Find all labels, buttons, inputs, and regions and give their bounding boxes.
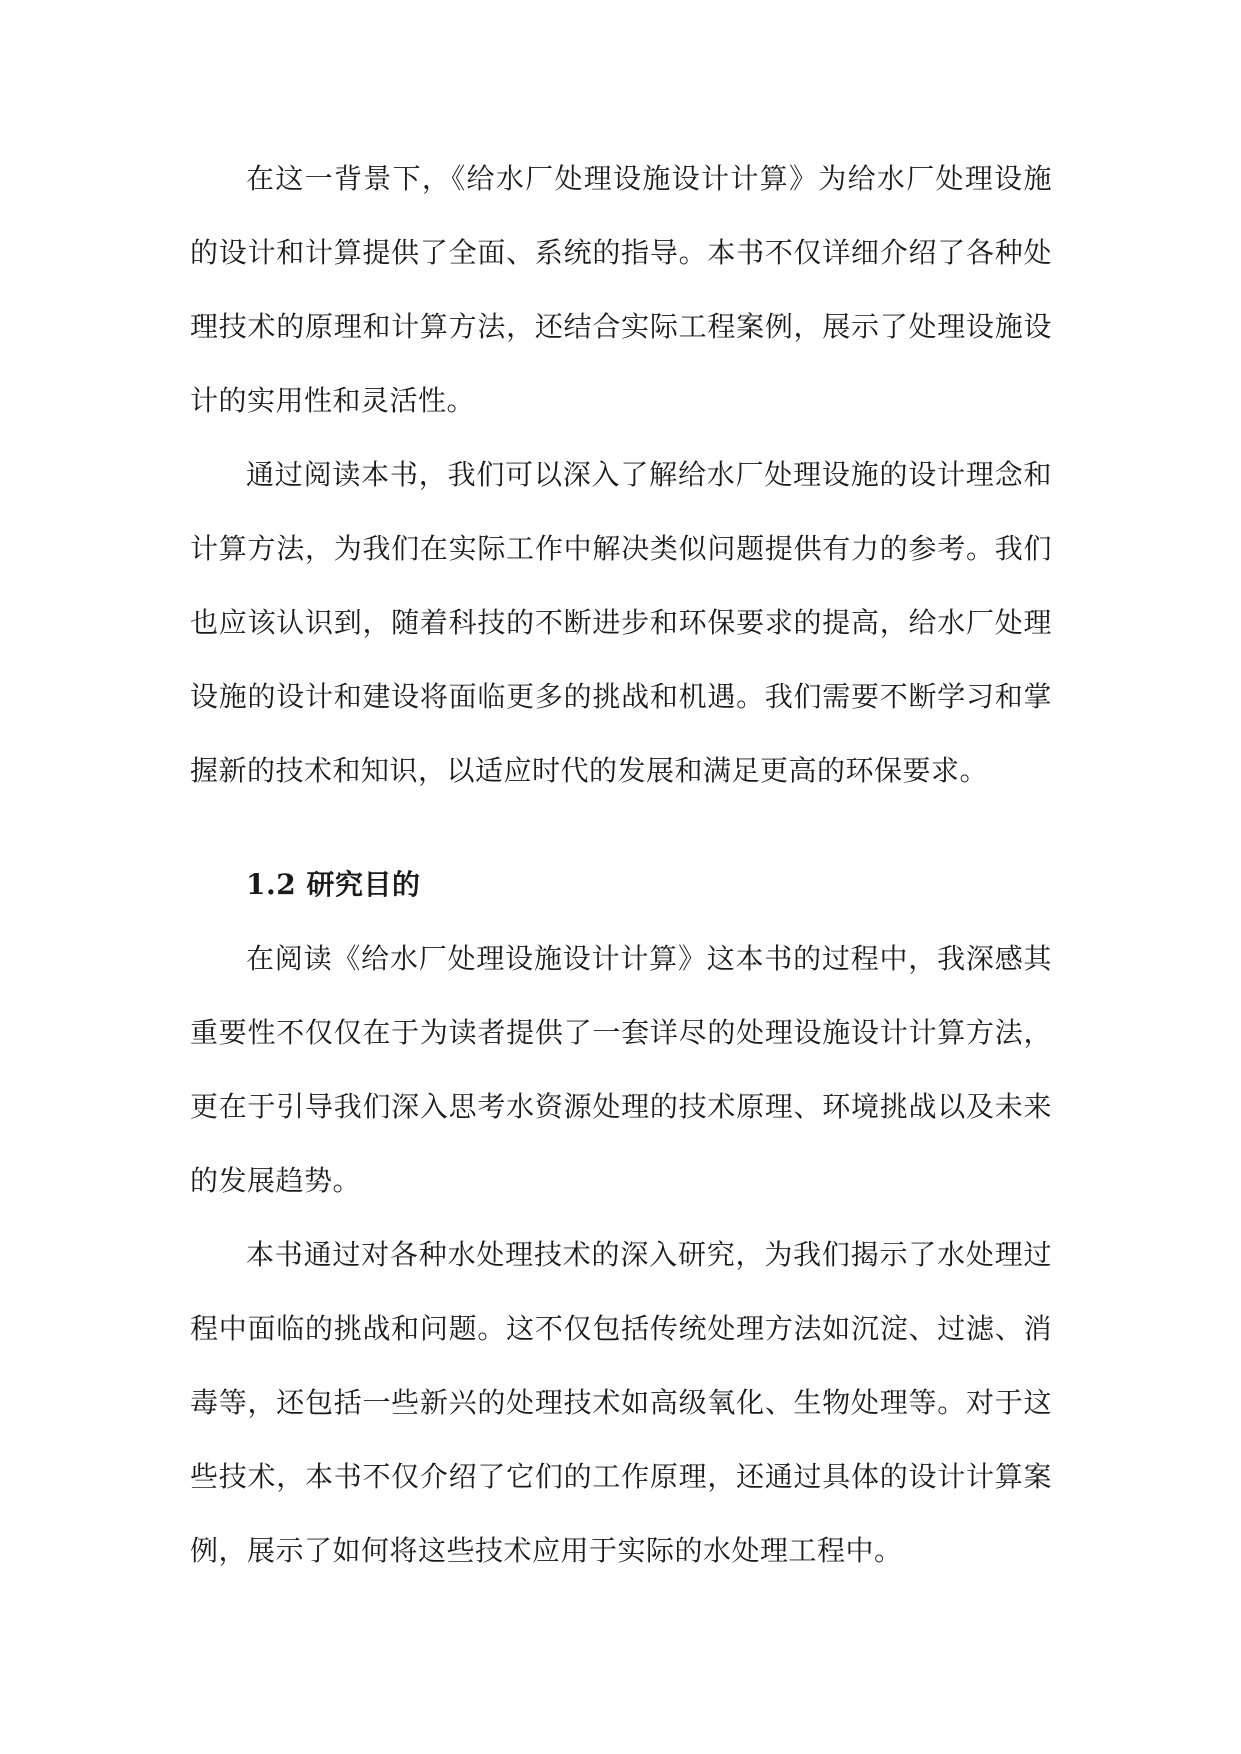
paragraph-background: 在这一背景下，《给水厂处理设施设计计算》为给水厂处理设施的设计和计算提供了全面、系统的指导。本书不仅详细介绍了各种处理技术的原理和计算方法，还结合实际工程案例，展示了处理设施设计的实用性和灵活性。 xyxy=(190,162,1052,417)
paragraph-purpose: 在阅读《给水厂处理设施设计计算》这本书的过程中，我深感其重要性不仅仅在于为读者提供了一套详尽的处理设施设计计算方法，更在于引导我们深入思考水资源处理的技术原理、环境挑战以及未来的发展趋势。 xyxy=(190,942,1052,1197)
document-body xyxy=(190,142,1052,1588)
paragraph-reading-value: 通过阅读本书，我们可以深入了解给水厂处理设施的设计理念和计算方法，为我们在实际工作中解决类似问题提供有力的参考。我们也应该认识到，随着科技的不断进步和环保要求的提高，给水厂处理设施的设计和建设将面临更多的挑战和机遇。我们需要不断学习和掌握新的技术和知识，以适应时代的发展和满足更高的环保要求。 xyxy=(190,458,1052,787)
paragraph-technologies: 本书通过对各种水处理技术的深入研究，为我们揭示了水处理过程中面临的挑战和问题。这不仅包括传统处理方法如沉淀、过滤、消毒等，还包括一些新兴的处理技术如高级氧化、生物处理等。对于这些技术，本书不仅介绍了它们的工作原理，还通过具体的设计计算案例，展示了如何将这些技术应用于实际的水处理工程中。 xyxy=(190,1238,1052,1567)
section-heading: 1.2 研究目的 xyxy=(246,868,421,901)
